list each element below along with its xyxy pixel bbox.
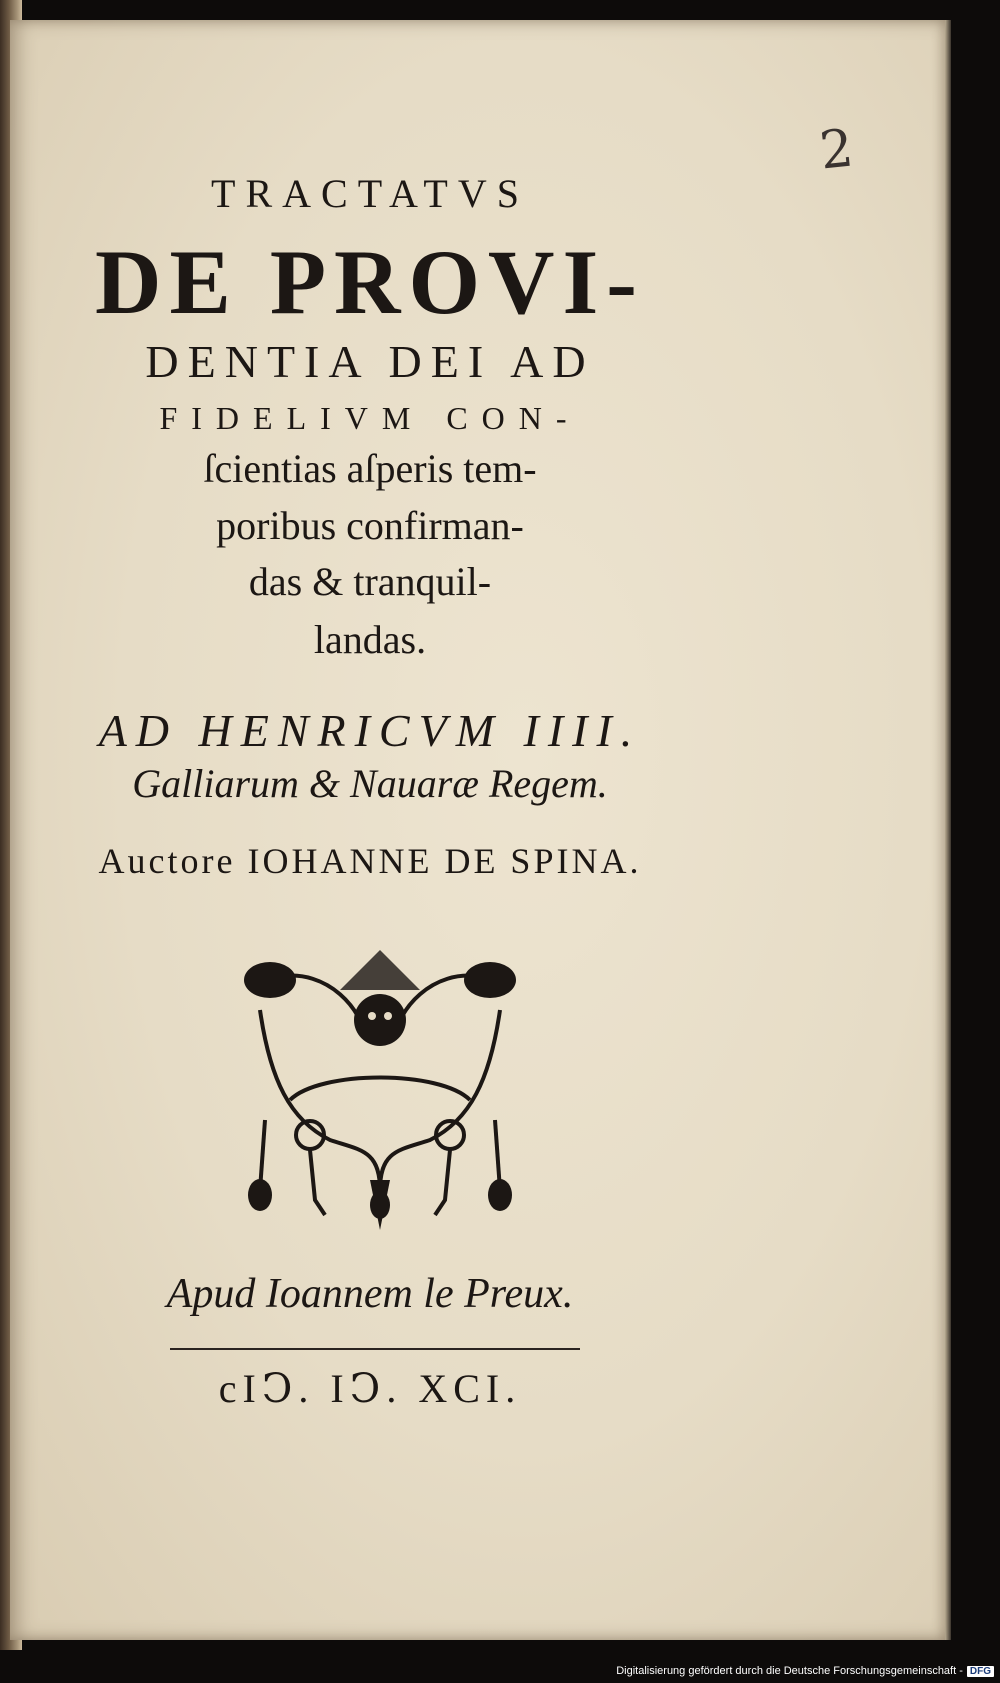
dedication-line: AD HENRICVM IIII. xyxy=(98,705,642,756)
divider-rule xyxy=(170,1348,580,1350)
title-line-das: das & tranquil- xyxy=(248,559,492,604)
title-line-dentia: DENTIA DEI AD xyxy=(145,336,595,387)
page-edge xyxy=(945,20,951,1640)
title-line-tractatus: TRACTATVS xyxy=(211,171,529,216)
title-line-scientias: ſcientias aſperis tem- xyxy=(203,446,537,491)
credit-text: Digitalisierung gefördert durch die Deutsche Forschungsgemeinschaft - xyxy=(616,1665,963,1677)
dedication-subline: Galliarum & Nauaræ Regem. xyxy=(132,761,608,806)
title-line-fidelium: FIDELIVM CON- xyxy=(159,400,581,436)
title-page xyxy=(10,20,945,1640)
imprint-year: cIↃ. IↃ. XCI. xyxy=(218,1366,522,1411)
title-line-poribus: poribus confirman- xyxy=(216,503,524,548)
printer-line: Apud Ioannem le Preux. xyxy=(166,1271,574,1317)
handwritten-number: 2 xyxy=(816,118,857,182)
printer-device-woodcut-ornament-icon xyxy=(230,950,530,1240)
title-line-de-provi: DE PROVI- xyxy=(95,231,645,333)
title-line-landas: landas. xyxy=(313,617,427,662)
author-line: Auctore IOHANNE DE SPINA. xyxy=(98,841,642,881)
digitization-credit xyxy=(616,1662,994,1680)
dfg-logo-icon: DFG xyxy=(967,1666,994,1677)
